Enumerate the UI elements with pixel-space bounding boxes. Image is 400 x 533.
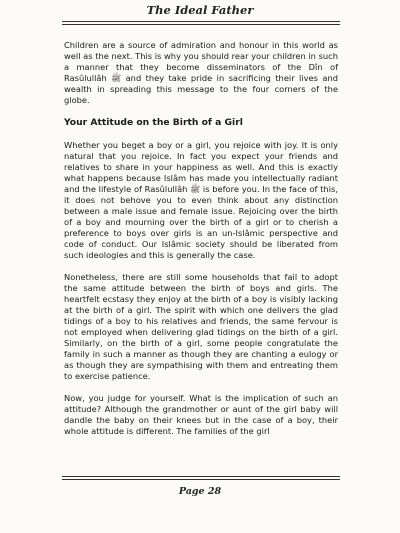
- paragraph: Nonetheless, there are still some households that fail to adopt the same attitude between the birth of boys and girls. The heartfelt ecstasy they enjoy at the birth of a boy is visibly lacking at the birth of a girl. The spirit with which one delivers the glad tidings of a boy to his relatives and friends, the same fervour is not employed when delivering glad tidings on the birth of a girl. Similarly, on the birth of a girl, some people congratulate the family in such a manner as though they are chanting a eulogy or as though they are sympathising with them and entreating them to exercise patience.: [64, 272, 338, 381]
- footer-rule: [62, 476, 340, 477]
- paragraph: Now, you judge for yourself. What is the implication of such an attitude? Although the grandmother or aunt of the girl baby will dandle the baby on their knees but in the case of a boy, their whole attitude is different. The families of the girl: [64, 393, 338, 436]
- intro-paragraph: Children are a source of admiration and honour in this world as well as the next. This is why you should rear your children in such a manner that they become disseminators of the Dîn of Rasûlullâh ﷺ and they take pride in sacrificing their lives and wealth in spreading this message to the four corners of the globe.: [64, 40, 338, 105]
- section-heading: Your Attitude on the Birth of a Girl: [64, 117, 243, 128]
- page-number: Page 28: [178, 486, 222, 497]
- paragraph: Whether you beget a boy or a girl, you rejoice with joy. It is only natural that you rejoice. In fact you expect your friends and relatives to share in your happiness as well. And this is exactly what happens because Islâm has made you intellectually radiant and the lifestyle of Rasûlullâh ﷺ is before you. In the face of this, it does not behove you to even think about any distinction between a male issue and female issue. Rejoicing over the birth of a boy and mourning over the birth of a girl or to cherish a preference to boys over girls is an un-Islâmic perspective and code of conduct. Our Islâmic society should be liberated from such ideologies and this is generally the case.: [64, 140, 338, 260]
- running-header-title: The Ideal Father: [146, 3, 254, 17]
- footer-rule: [62, 479, 340, 480]
- body-text: [64, 40, 338, 448]
- header-rule: [62, 21, 340, 22]
- header-rule: [62, 24, 340, 25]
